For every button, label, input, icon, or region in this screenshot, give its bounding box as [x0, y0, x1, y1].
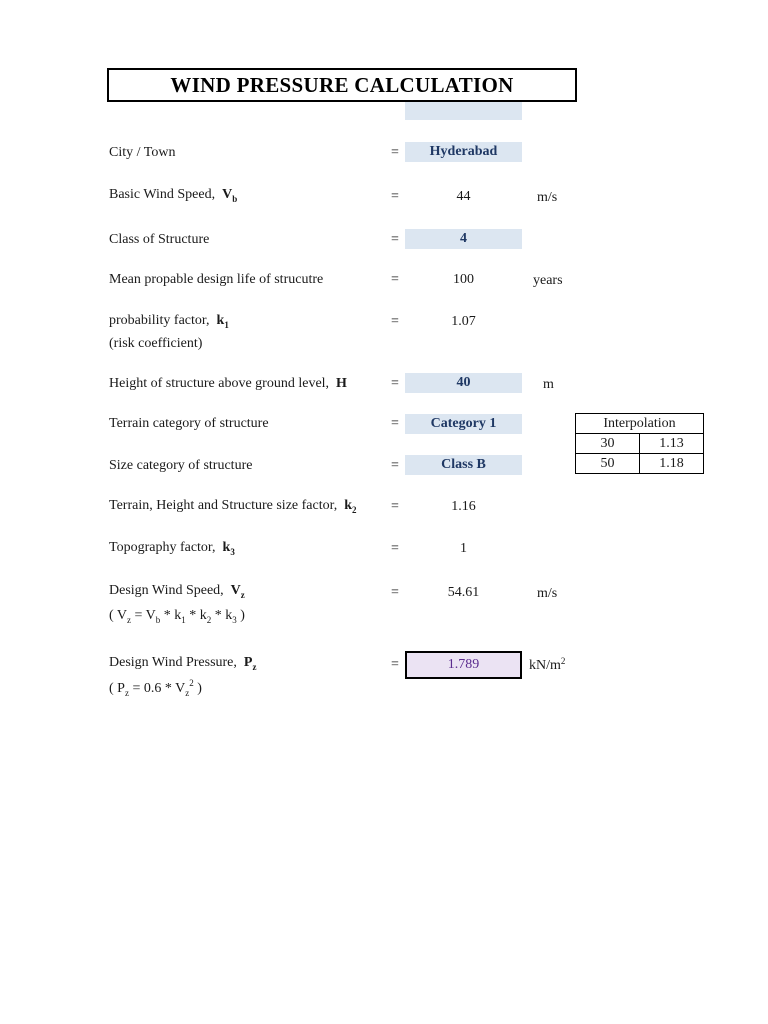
interpolation-header: Interpolation	[576, 414, 704, 434]
pz-formula: ( $P_z = 0.6 * V_z^2$ )	[109, 678, 202, 698]
terrain-input[interactable]: Category 1	[405, 414, 522, 434]
vz-unit: m/s	[537, 586, 558, 601]
pz-unit: $kN/m^2$	[529, 656, 566, 673]
equals-sign: =	[391, 314, 399, 329]
pz-label: Design Wind Pressure, $P_z$	[109, 655, 257, 672]
city-label: City / Town	[109, 145, 176, 160]
terrain-label: Terrain category of structure	[109, 416, 269, 431]
size-input[interactable]: Class B	[405, 455, 522, 475]
vz-value: 54.61	[447, 585, 480, 600]
table-row	[576, 434, 704, 454]
vz-label: Design Wind Speed, $V_z$	[109, 583, 245, 600]
equals-sign: =	[391, 376, 399, 391]
design-life-value: 100	[453, 272, 474, 287]
equals-sign: =	[391, 189, 399, 204]
pz-result: 1.789	[405, 651, 522, 679]
class-input[interactable]: 4	[405, 229, 522, 249]
size-label: Size category of structure	[109, 458, 253, 473]
height-input[interactable]: 40	[405, 373, 522, 393]
class-label: Class of Structure	[109, 232, 210, 247]
design-life-label: Mean propable design life of strucutre	[109, 272, 324, 287]
equals-sign: =	[391, 145, 399, 160]
k1-label: probability factor, $k_1$	[109, 313, 229, 330]
table-cell[interactable]: 1.18	[640, 454, 704, 474]
height-unit: m	[543, 377, 554, 392]
vz-formula: ( $V_z = V_b * k_1 * k_2 * k_3$ )	[109, 608, 245, 625]
height-label: Height of structure above ground level, H	[109, 376, 347, 391]
equals-sign: =	[391, 499, 399, 514]
table-cell[interactable]: 1.13	[640, 434, 704, 454]
wind-speed-unit: m/s	[537, 190, 558, 205]
header-input-cell[interactable]	[405, 102, 522, 120]
city-input[interactable]: Hyderabad	[405, 142, 522, 162]
k1-note: (risk coefficient)	[109, 336, 203, 351]
wind-speed-value: 44	[456, 189, 471, 204]
equals-sign: =	[391, 541, 399, 556]
design-life-unit: years	[533, 273, 563, 288]
table-row	[576, 454, 704, 474]
table-cell[interactable]: 50	[576, 454, 640, 474]
k2-value: 1.16	[451, 499, 476, 514]
wind-speed-label: Basic Wind Speed, $V_b$	[109, 187, 238, 204]
equals-sign: =	[391, 416, 399, 431]
equals-sign: =	[391, 585, 399, 600]
interpolation-table	[575, 413, 704, 474]
k1-value: 1.07	[451, 314, 476, 329]
equals-sign: =	[391, 272, 399, 287]
table-cell[interactable]: 30	[576, 434, 640, 454]
equals-sign: =	[391, 232, 399, 247]
equals-sign: =	[391, 657, 399, 672]
equals-sign: =	[391, 458, 399, 473]
page-title: WIND PRESSURE CALCULATION	[107, 68, 577, 102]
k3-label: Topography factor, $k_3$	[109, 540, 235, 557]
k2-label: Terrain, Height and Structure size factor, $k_2$	[109, 498, 357, 515]
k3-value: 1	[460, 541, 467, 556]
